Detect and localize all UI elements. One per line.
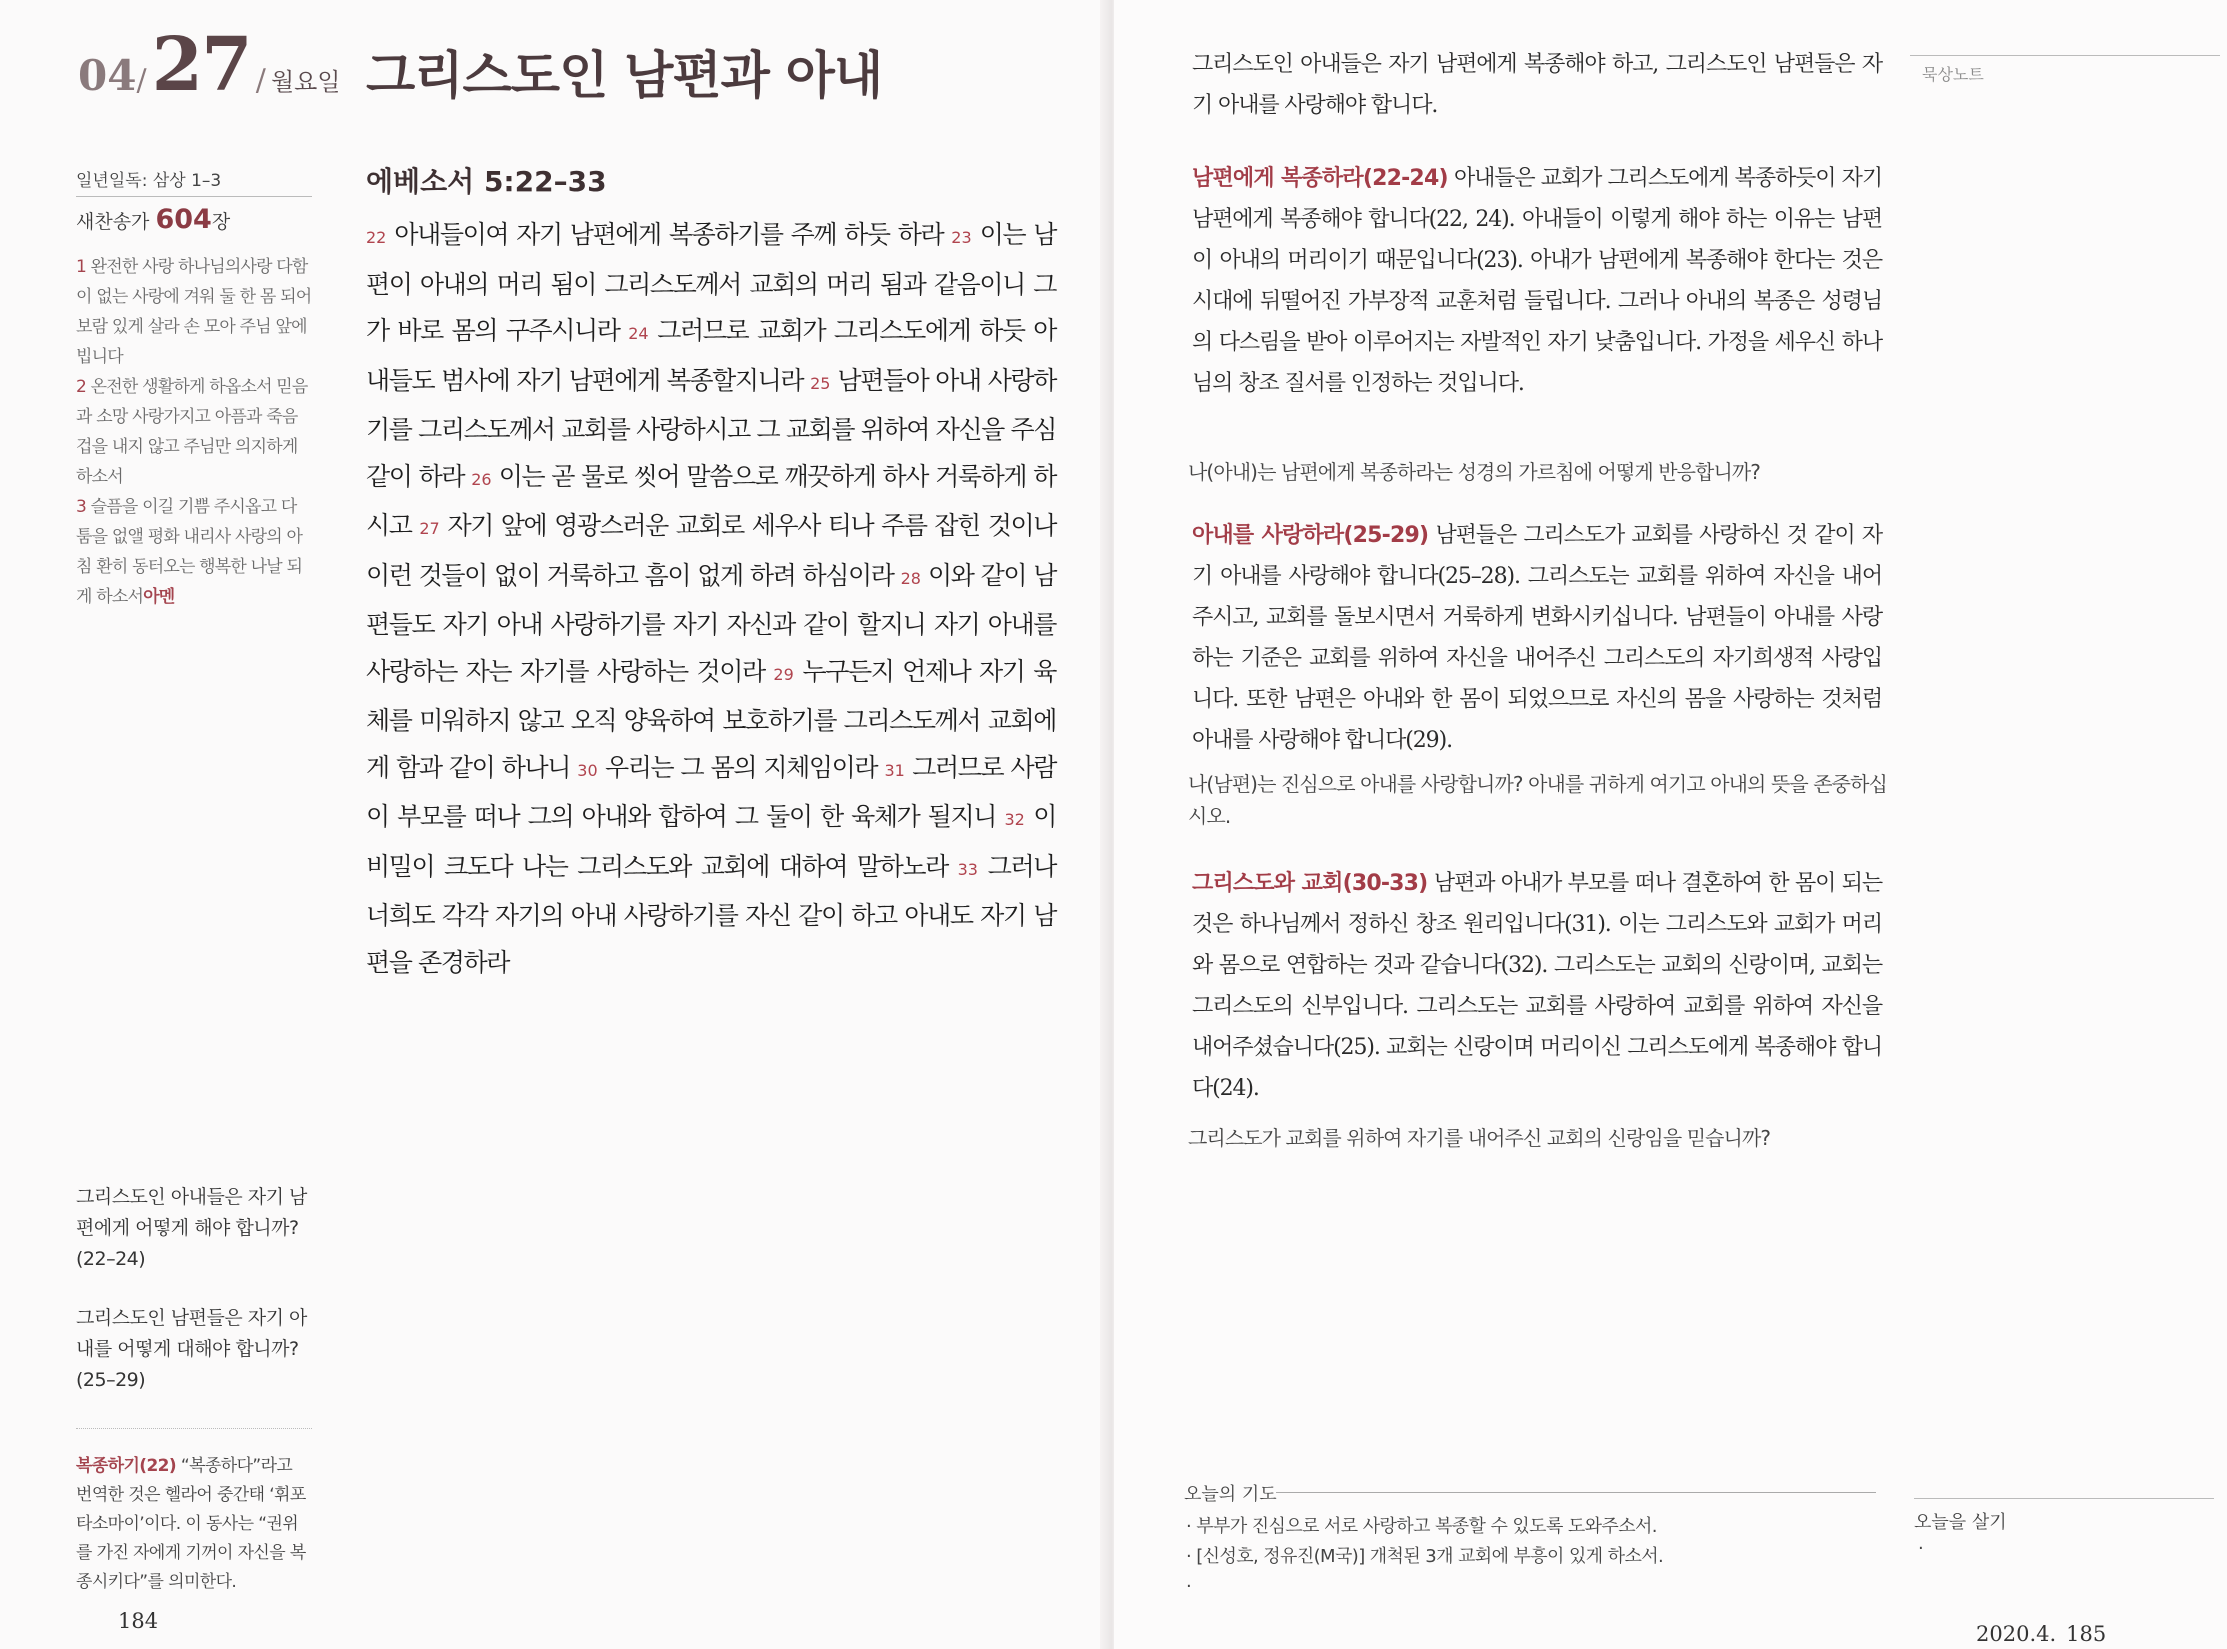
note-text: “복종하다”라고 번역한 것은 헬라어 중간태 ‘휘포타소마이’이다. 이 동사는 “권위를 가진 자에게 기꺼이 자신을 복종시키다”를 의미한다. [76, 1456, 306, 1592]
verse-text: 누구든지 언제나 자기 육체를 미워하지 않고 오직 양육하여 보호하기를 그리스도께서 교회에게 함과 같이 하나니 [366, 656, 1056, 782]
sidebar-question: 그리스도인 아내들은 자기 남편에게 어떻게 해야 합니까? (22–24) [76, 1186, 307, 1270]
divider [76, 196, 312, 197]
prayer-item: · [1186, 1576, 1192, 1597]
commentary-section [1192, 515, 1882, 761]
verse-number: 24 [628, 324, 649, 343]
day: 27 [151, 22, 251, 108]
verse-number: 27 [419, 519, 440, 538]
commentary-section [1192, 158, 1882, 404]
page-title: 그리스도인 남편과 아내 [366, 47, 883, 106]
section-text: 아내들은 교회가 그리스도에게 복종하듯이 자기 남편에게 복종해야 합니다(22, 24). 아내들이 이렇게 해야 하는 이유는 남편이 아내의 머리이기 때문입니다(23). 아내가 남편에게 복종해야 한다는 것은 시대에 뒤떨어진 가부장적 교훈처럼 들립니다. 그러나 아내의 복종은 성령님의 다스림을 받아 이루어지는 자발적인 자기 낮춤입니다. 가정을 세우신 하나님의 창조 질서를 인정하는 것입니다. [1192, 166, 1882, 396]
verse-number: 30 [577, 760, 598, 780]
word-note [76, 1452, 312, 1597]
sidebar-question: 그리스도인 남편들은 자기 아내를 어떻게 대해야 합니까? (25–29) [76, 1307, 307, 1391]
hymn-verse-text: 온전한 생활하게 하옵소서 믿음과 소망 사랑가지고 아픔과 죽음 겁을 내지 않고 주님만 의지하게 하소서 [76, 377, 308, 487]
footer-date: 2020.4. [1976, 1622, 2057, 1646]
hymn-verse [76, 492, 312, 612]
hymn-number: 604 [155, 204, 212, 235]
hymn-unit: 장 [211, 211, 231, 233]
verse-text: 그러므로 사람이 부모를 떠나 그의 아내와 합하여 그 둘이 한 육체가 될지니 [366, 752, 1057, 831]
reflection-question: 그리스도가 교회를 위하여 자기를 내어주신 교회의 신랑임을 믿습니까? [1188, 1126, 1771, 1150]
divider [1910, 55, 2220, 56]
living-label: 오늘을 살기 [1914, 1512, 2007, 1533]
prayer-item: · [신성호, 정유진(M국)] 개척된 3개 교회에 부흥이 있게 하소서. [1186, 1546, 1664, 1567]
hymn-verse [76, 372, 312, 492]
reflection-question: 나(남편)는 진심으로 아내를 사랑합니까? 아내를 귀하게 여기고 아내의 뜻을 존중하십시오. [1188, 772, 1887, 828]
prayer-item: · 부부가 진심으로 서로 사랑하고 복종할 수 있도록 도와주소서. [1186, 1516, 1657, 1537]
verse-text: 남편들아 아내 사랑하기를 그리스도께서 교회를 사랑하시고 그 교회를 위하여 자신을 주심 같이 하라 [366, 365, 1056, 491]
living-bullet: · [1918, 1538, 1924, 1559]
verse-number: 25 [810, 373, 831, 393]
divider [1276, 1492, 1876, 1493]
divider [1914, 1498, 2214, 1499]
verse-number: 23 [951, 228, 972, 247]
section-text: 남편과 아내가 부모를 떠나 결혼하여 한 몸이 되는 것은 하나님께서 정하신 창조 원리입니다(31). 이는 그리스도와 교회가 머리와 몸으로 연합하는 것과 같습니다(32). 그리스도는 교회의 신랑이며, 교회는 그리스도의 신부입니다. 그리스도는 교회를 사랑하여 교회를 위하여 자신을 내어주셨습니다(25). 교회는 신랑이며 머리이신 그리스도에게 복종해야 합니다(24). [1192, 871, 1883, 1101]
hymn-title [76, 204, 312, 235]
hymn-verse-text: 완전한 사랑 하나님의사랑 다함이 없는 사랑에 겨워 둘 한 몸 되어 보람 있게 살라 손 모아 주님 앞에 빕니다 [76, 257, 312, 367]
verse-text: 우리는 그 몸의 지체임이라 [604, 752, 878, 782]
yearly-reading: 일년일독: 삼상 1–3 [76, 171, 222, 191]
scripture-text [366, 212, 1056, 986]
date-slash: / [136, 63, 147, 98]
hymn-prefix: 새찬송가 [76, 211, 150, 233]
prayer-list [1186, 1512, 1886, 1602]
amen: 아멘 [143, 587, 175, 607]
hymn-lyrics [76, 252, 312, 612]
verse-number: 33 [957, 859, 978, 879]
scripture-reference: 에베소서 5:22–33 [366, 165, 607, 198]
hymn-verse-number: 2 [76, 377, 87, 397]
verse-number: 31 [884, 760, 905, 780]
date-slash: / [255, 63, 266, 98]
weekday: 월요일 [270, 68, 341, 96]
verse-number: 32 [1004, 810, 1025, 829]
verse-text: 이 비밀이 크도다 나는 그리스도와 교회에 대하여 말하노라 [366, 802, 1056, 881]
verse-text: 그러나 너희도 각각 자기의 아내 사랑하기를 자신 같이 하고 아내도 자기 남편을 존경하라 [366, 851, 1056, 977]
footer [1976, 1622, 2106, 1646]
prayer-label: 오늘의 기도 [1184, 1484, 1277, 1505]
verse-text: 그러므로 교회가 그리스도에게 하듯 아내들도 범사에 자기 남편에게 복종할지니라 [366, 316, 1056, 395]
verse-text: 아내들이여 자기 남편에게 복종하기를 주께 하듯 하라 [394, 220, 944, 249]
reflection-question: 나(아내)는 남편에게 복종하라는 성경의 가르침에 어떻게 반응합니까? [1188, 460, 1761, 484]
page-number: 185 [2066, 1622, 2107, 1646]
verse-number: 29 [773, 664, 794, 684]
commentary-section [1192, 863, 1882, 1109]
verse-text: 이는 남편이 아내의 머리 됨이 그리스도께서 교회의 머리 됨과 같음이니 그가 바로 몸의 구주시니라 [366, 220, 1057, 345]
left-page [0, 0, 1110, 1649]
commentary-intro: 그리스도인 아내들은 자기 남편에게 복종해야 하고, 그리스도인 남편들은 자기 아내를 사랑해야 합니다. [1192, 52, 1882, 118]
month: 04 [78, 51, 137, 100]
hymn-verse-number: 3 [76, 497, 87, 517]
date-header [78, 22, 341, 108]
divider [76, 1428, 312, 1429]
section-heading: 남편에게 복종하라(22-24) [1192, 166, 1448, 191]
hymn-verse [76, 252, 312, 372]
verse-number: 28 [900, 568, 921, 588]
section-heading: 아내를 사랑하라(25-29) [1192, 523, 1429, 548]
note-term: 복종하기(22) [76, 1456, 177, 1476]
verse-text: 자기 앞에 영광스러운 교회로 세우사 티나 주름 잡힌 것이나 이런 것들이 없이 거룩하고 흠이 없게 하려 하심이라 [366, 511, 1056, 590]
verse-number: 22 [366, 228, 387, 247]
section-heading: 그리스도와 교회(30-33) [1192, 871, 1428, 896]
verse-number: 26 [471, 469, 492, 489]
verse-text: 이는 곧 물로 씻어 말씀으로 깨끗하게 하사 거룩하게 하시고 [366, 461, 1056, 540]
page-number: 184 [118, 1609, 159, 1633]
section-text: 남편들은 그리스도가 교회를 사랑하신 것 같이 자기 아내를 사랑해야 합니다(25–28). 그리스도는 교회를 위하여 자신을 내어주시고, 교회를 돌보시면서 거룩하게 변화시키십니다. 남편들이 아내를 사랑하는 기준은 교회를 위하여 자신을 내어주신 그리스도의 자기희생적 사랑입니다. 또한 남편은 아내와 한 몸이 되었으므로 자신의 몸을 사랑하는 것처럼 아내를 사랑해야 합니다(29). [1192, 523, 1882, 753]
verse-text: 이와 같이 남편들도 자기 아내 사랑하기를 자기 자신과 같이 할지니 자기 아내를 사랑하는 자는 자기를 사랑하는 것이라 [366, 560, 1056, 686]
hymn-verse-number: 1 [76, 257, 87, 277]
meditation-notes-label: 묵상노트 [1922, 65, 1984, 84]
hymn-verse-text: 슬픔을 이길 기쁨 주시옵고 다툼을 없앨 평화 내리사 사랑의 아침 환히 동터오는 행복한 나날 되게 하소서 [76, 497, 303, 607]
